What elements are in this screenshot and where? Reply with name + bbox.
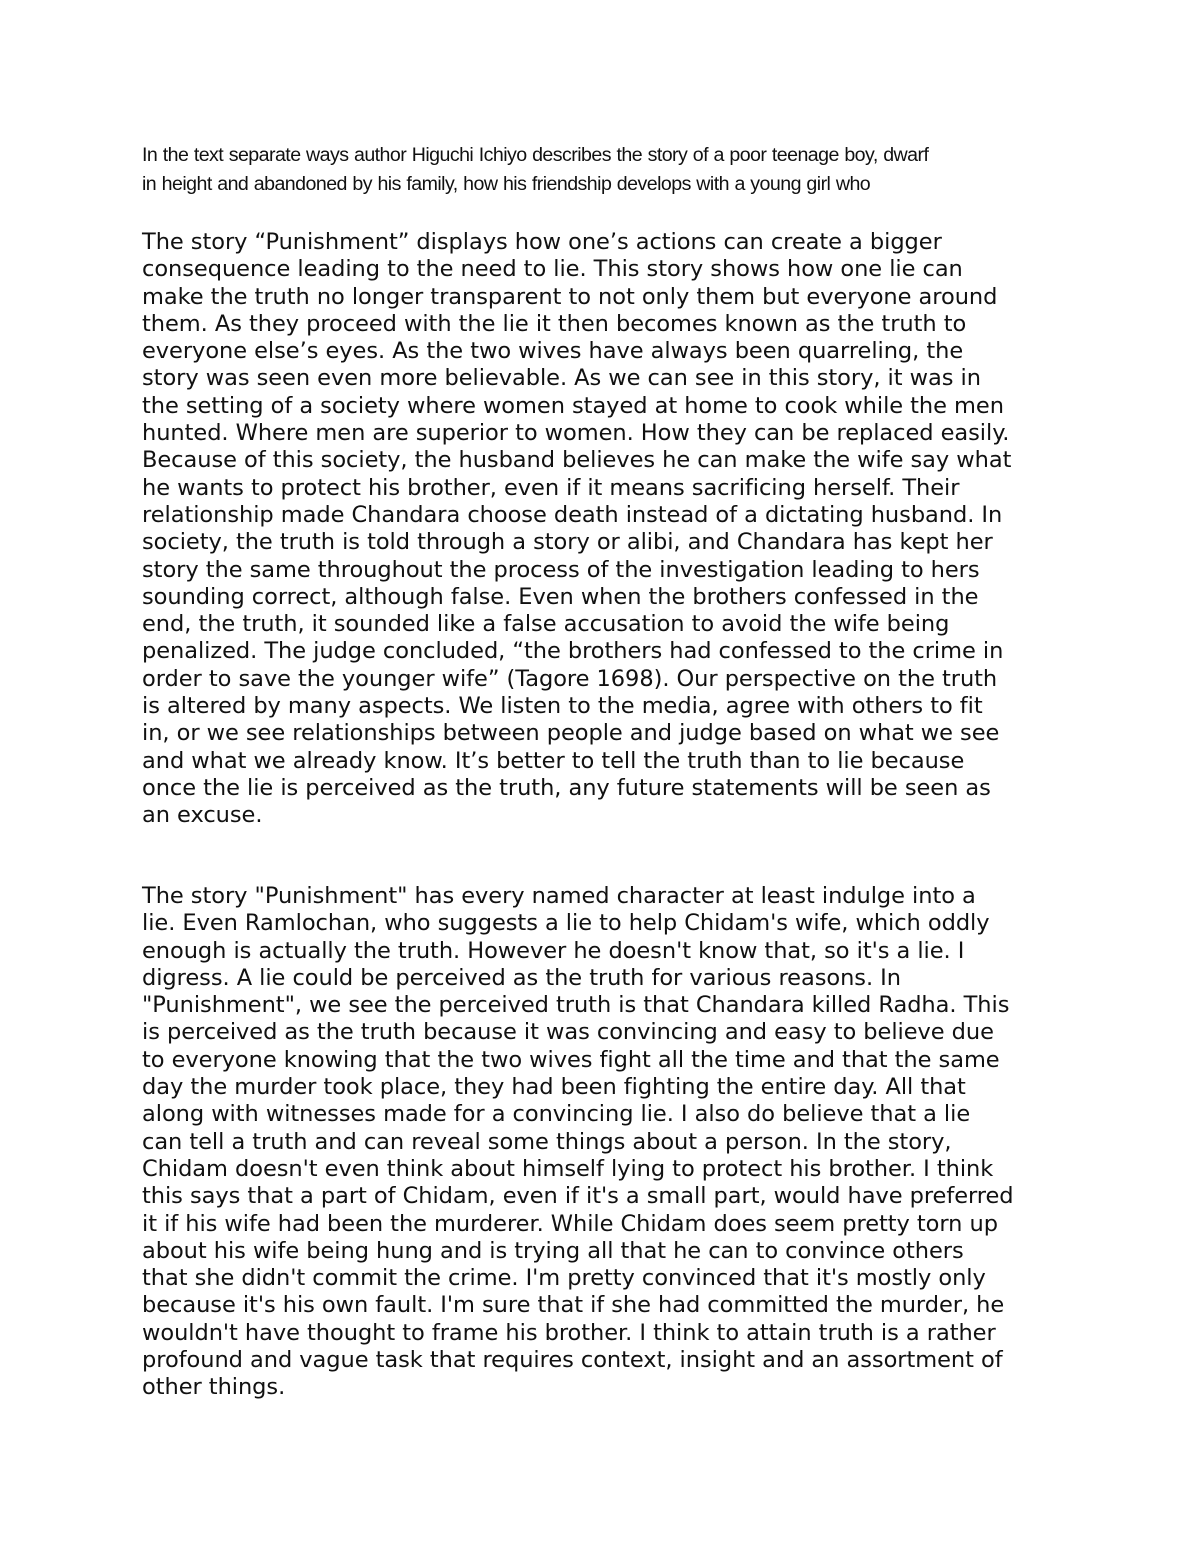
text-line: hunted. Where men are superior to women. How they can be replaced easily.	[142, 420, 1010, 447]
text-line: wouldn't have thought to frame his brother. I think to attain truth is a rather	[142, 1319, 996, 1346]
text-line: is perceived as the truth because it was convincing and easy to believe due	[142, 1019, 994, 1046]
text-line: society, the truth is told through a story or alibi, and Chandara has kept her	[142, 529, 993, 556]
text-line: story the same throughout the process of the investigation leading to hers	[142, 556, 980, 583]
body-paragraph-2	[142, 883, 1082, 1402]
text-line: and what we already know. It’s better to tell the truth than to lie because	[142, 747, 965, 774]
text-line: an excuse.	[142, 802, 263, 829]
body-paragraph-1	[142, 229, 1082, 830]
text-line: Because of this society, the husband believes he can make the wife say what	[142, 447, 1012, 474]
text-line: everyone else’s eyes. As the two wives have always been quarreling, the	[142, 338, 964, 365]
text-line: it if his wife had been the murderer. While Chidam does seem pretty torn up	[142, 1210, 998, 1237]
text-line: in, or we see relationships between people and judge based on what we see	[142, 720, 1000, 747]
text-line: profound and vague task that requires context, insight and an assortment of	[142, 1347, 1003, 1374]
text-line: he wants to protect his brother, even if it means sacrificing herself. Their	[142, 474, 960, 501]
text-line: is altered by many aspects. We listen to the media, agree with others to fit	[142, 693, 983, 720]
text-line: consequence leading to the need to lie. This story shows how one lie can	[142, 256, 963, 283]
text-line: make the truth no longer transparent to not only them but everyone around	[142, 283, 998, 310]
text-line: order to save the younger wife” (Tagore 1698). Our perspective on the truth	[142, 665, 998, 692]
text-line: day the murder took place, they had been fighting the entire day. All that	[142, 1074, 966, 1101]
text-line: that she didn't commit the crime. I'm pretty convinced that it's mostly only	[142, 1265, 986, 1292]
text-line: can tell a truth and can reveal some things about a person. In the story,	[142, 1128, 952, 1155]
text-line: end, the truth, it sounded like a false accusation to avoid the wife being	[142, 611, 950, 638]
text-line: digress. A lie could be perceived as the truth for various reasons. In	[142, 964, 901, 991]
text-line: along with witnesses made for a convincing lie. I also do believe that a lie	[142, 1101, 971, 1128]
text-line: about his wife being hung and is trying all that he can to convince others	[142, 1237, 964, 1264]
text-line: Chidam doesn't even think about himself lying to protect his brother. I think	[142, 1155, 994, 1182]
text-line: "Punishment", we see the perceived truth is that Chandara killed Radha. This	[142, 992, 1010, 1019]
text-line: once the lie is perceived as the truth, any future statements will be seen as	[142, 774, 991, 801]
text-line: The story "Punishment" has every named character at least indulge into a	[142, 883, 976, 909]
text-line: story was seen even more believable. As we can see in this story, it was in	[142, 365, 981, 392]
text-line: to everyone knowing that the two wives fight all the time and that the same	[142, 1046, 1000, 1073]
text-line: in height and abandoned by his family, how his friendship develops with a young girl who	[142, 173, 871, 195]
text-line: other things.	[142, 1374, 286, 1401]
text-line: relationship made Chandara choose death instead of a dictating husband. In	[142, 501, 1003, 528]
text-line: The story “Punishment” displays how one’s actions can create a bigger	[142, 229, 942, 255]
text-line: this says that a part of Chidam, even if it's a small part, would have preferred	[142, 1183, 1014, 1210]
text-line: In the text separate ways author Higuchi Ichiyo describes the story of a poor teenage boy, dwarf	[142, 144, 929, 166]
intro-paragraph	[142, 141, 1082, 199]
text-line: because it's his own fault. I'm sure that if she had committed the murder, he	[142, 1292, 1005, 1319]
text-line: enough is actually the truth. However he doesn't know that, so it's a lie. I	[142, 937, 965, 964]
text-line: the setting of a society where women stayed at home to cook while the men	[142, 392, 1004, 419]
text-line: them. As they proceed with the lie it then becomes known as the truth to	[142, 310, 967, 337]
text-line: penalized. The judge concluded, “the brothers had confessed to the crime in	[142, 638, 1004, 665]
text-line: lie. Even Ramlochan, who suggests a lie to help Chidam's wife, which oddly	[142, 910, 990, 937]
text-line: sounding correct, although false. Even when the brothers confessed in the	[142, 583, 979, 610]
